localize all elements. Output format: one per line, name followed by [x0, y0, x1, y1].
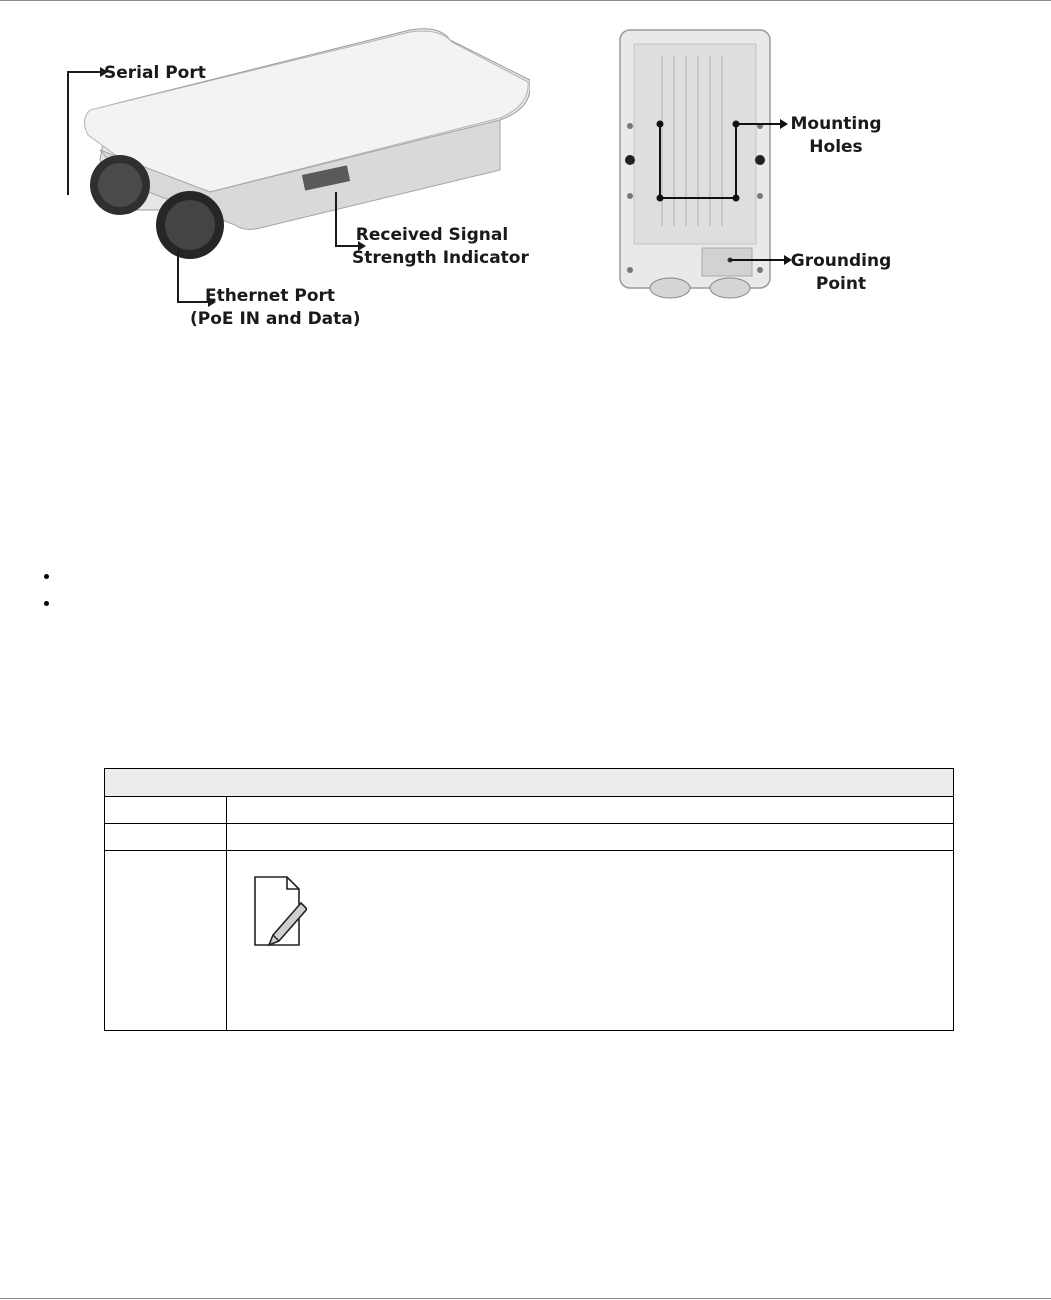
ethernet-port-label-line2: (PoE IN and Data) [190, 309, 361, 329]
device-rear-illustration [612, 26, 812, 306]
rssi-label [352, 224, 529, 270]
row-divider [105, 850, 953, 851]
ethernet-port-label [190, 285, 361, 331]
device-rear-figure [612, 26, 812, 306]
mounting-holes-label [786, 113, 886, 159]
rssi-label-line1: Received Signal [355, 225, 509, 245]
row-divider [105, 823, 953, 824]
table-header-row [105, 769, 953, 797]
mounting-holes-label-line2: Holes [809, 137, 863, 157]
top-rule [0, 0, 1051, 1]
note-pencil-icon [251, 873, 307, 954]
rssi-label-line2: Strength Indicator [352, 248, 529, 268]
serial-port-label: Serial Port [104, 63, 206, 83]
ethernet-port-label-line1: Ethernet Port [204, 286, 336, 306]
column-divider [226, 797, 227, 1030]
bullet-dot-icon [44, 574, 49, 579]
spec-table [104, 768, 954, 1031]
grounding-point-label [790, 250, 892, 296]
grounding-point-label-line2: Point [815, 274, 867, 294]
bottom-rule [0, 1298, 1051, 1299]
mounting-holes-label-line1: Mounting [790, 114, 882, 134]
bullet-dot-icon [44, 601, 49, 606]
grounding-point-label-line1: Grounding [790, 251, 892, 271]
